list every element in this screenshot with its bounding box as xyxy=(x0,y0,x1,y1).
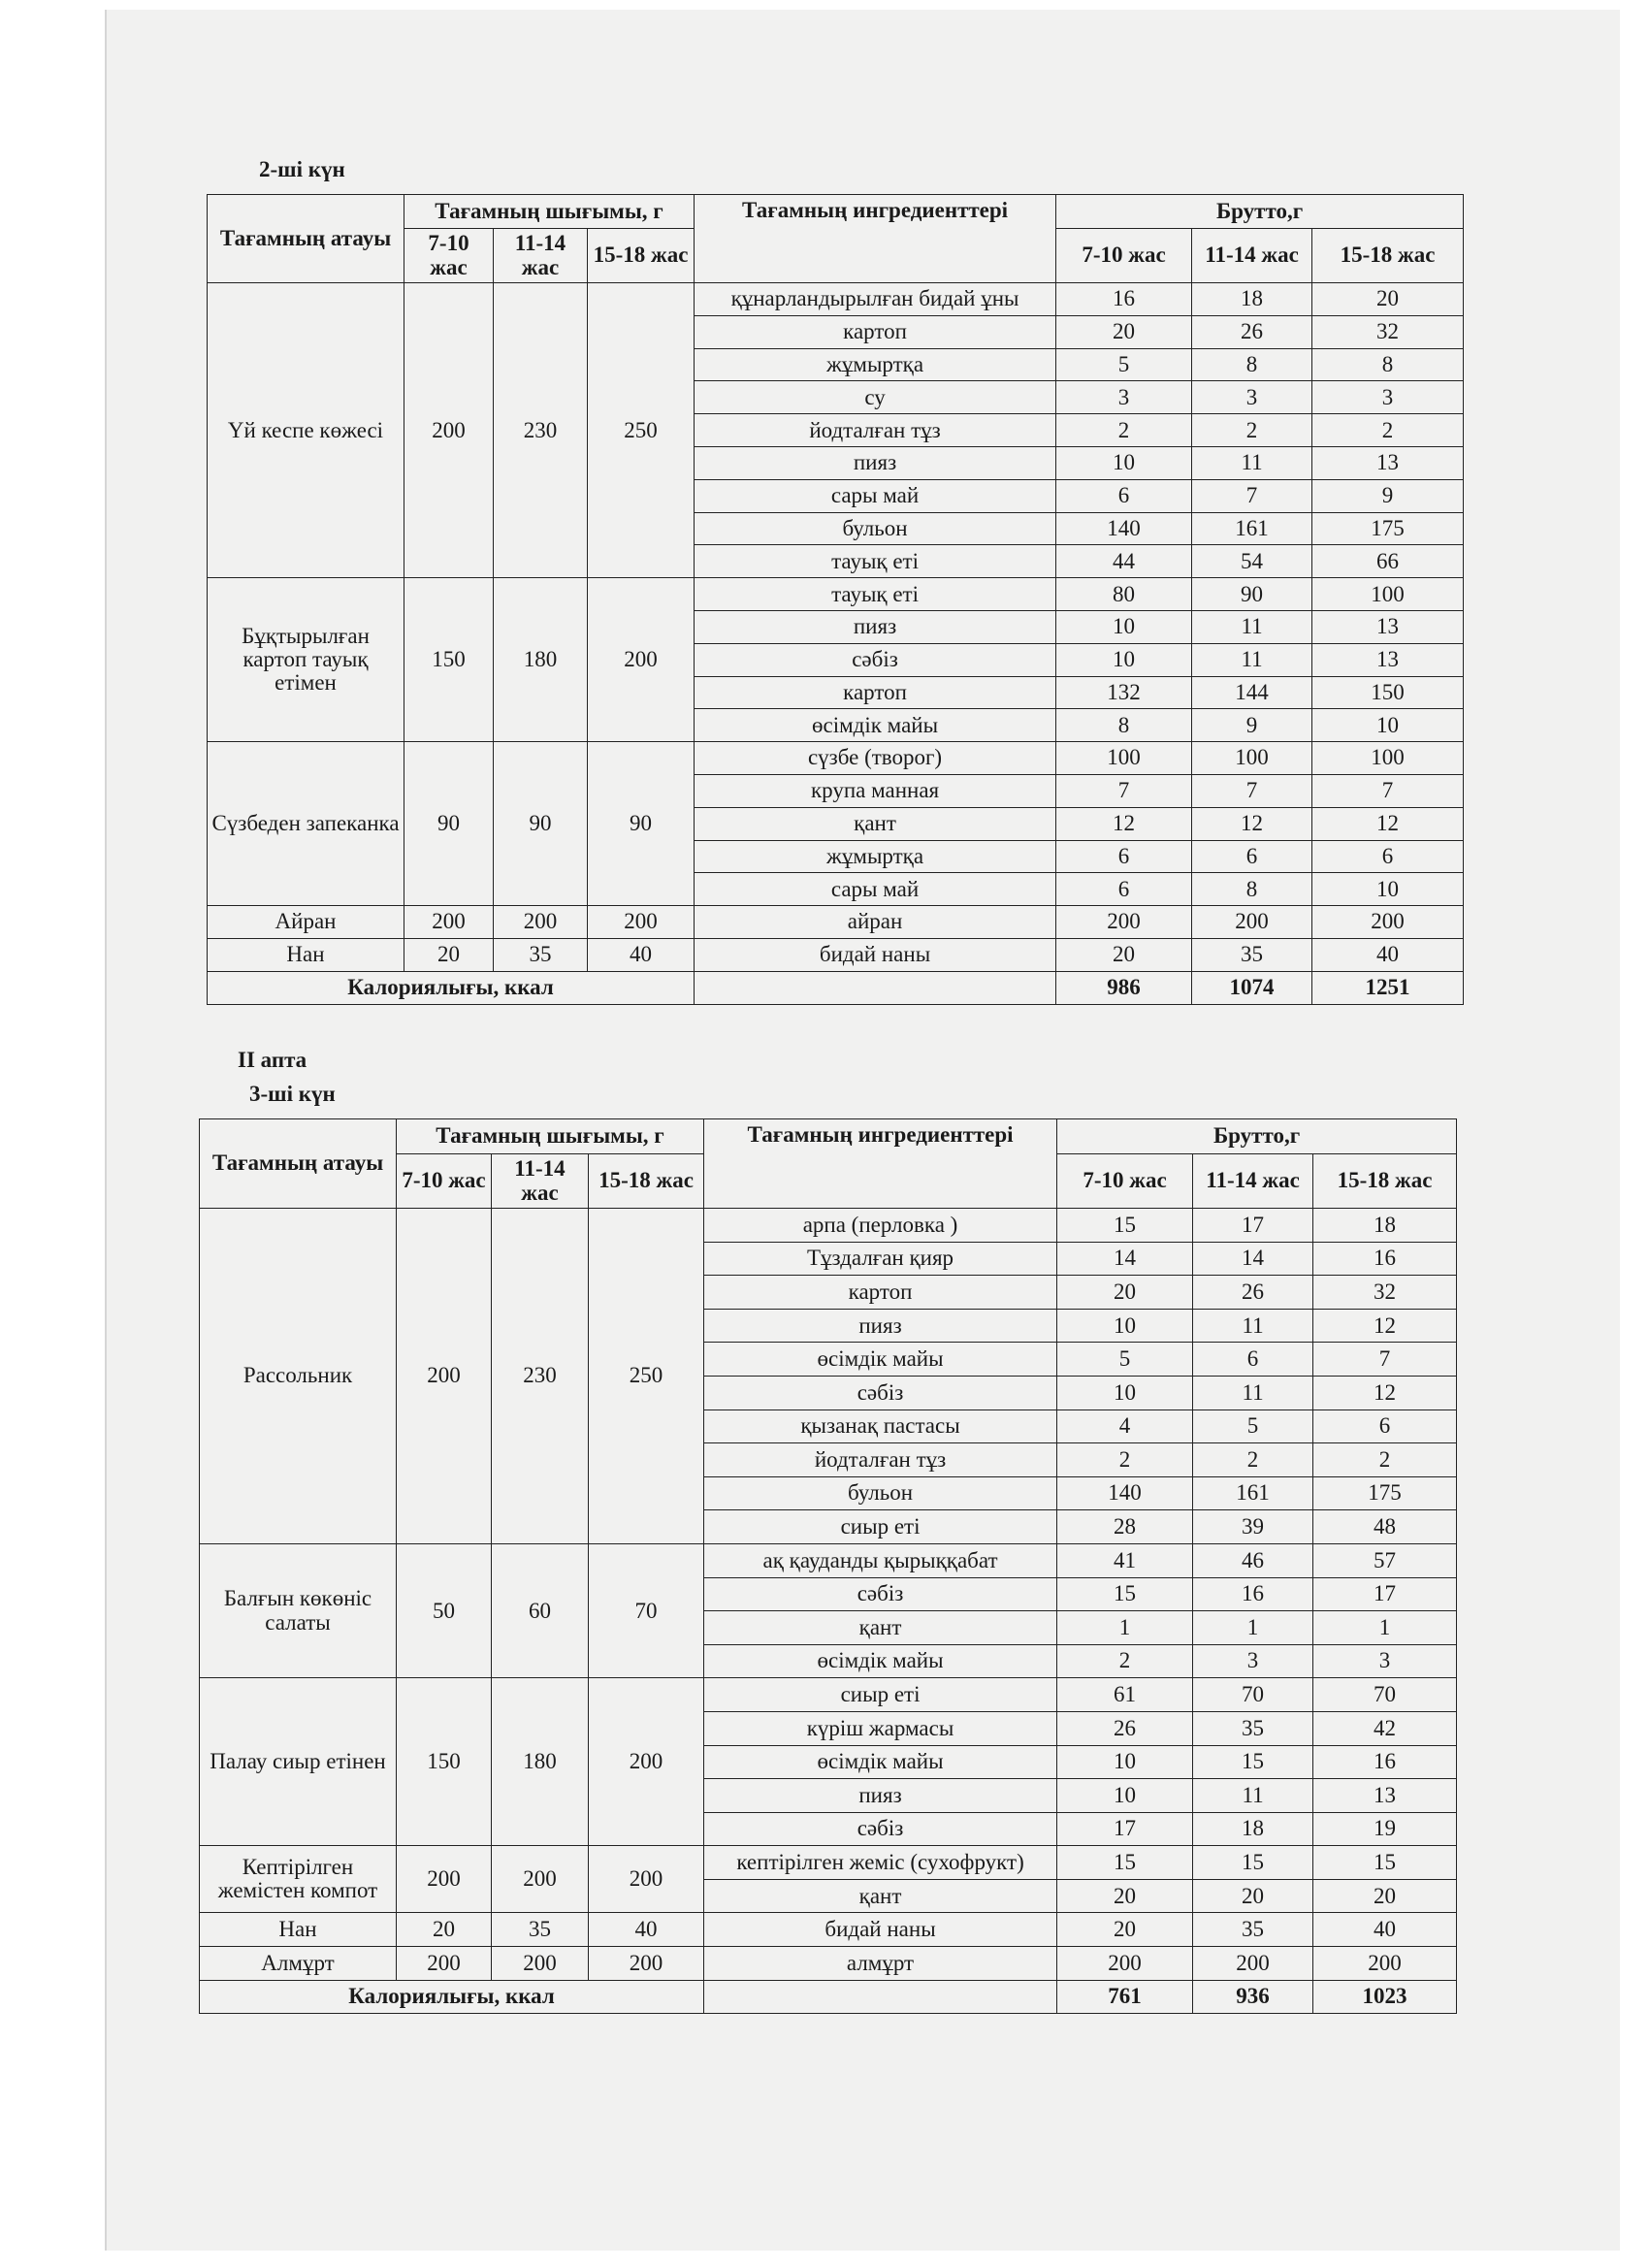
brutto-age-3: 200 xyxy=(1313,1947,1457,1981)
ingredient-name: бидай наны xyxy=(704,1913,1057,1947)
brutto-age-3: 16 xyxy=(1313,1745,1457,1779)
ingredient-name: картоп xyxy=(695,315,1056,348)
brutto-age-1: 41 xyxy=(1057,1543,1193,1577)
dish-name: Сүзбеден запеканка xyxy=(208,742,404,906)
brutto-age-2: 8 xyxy=(1192,873,1312,906)
header-yield: Тағамның шығымы, г xyxy=(404,195,695,229)
brutto-age-1: 15 xyxy=(1057,1846,1193,1880)
header-yield: Тағамның шығымы, г xyxy=(397,1119,704,1154)
header-yield-age-1: 7-10 жас xyxy=(404,229,494,283)
brutto-age-2: 11 xyxy=(1192,446,1312,479)
header-brutto: Брутто,г xyxy=(1057,1119,1457,1154)
brutto-age-1: 10 xyxy=(1056,446,1192,479)
brutto-age-1: 20 xyxy=(1056,938,1192,971)
brutto-age-2: 54 xyxy=(1192,545,1312,578)
brutto-age-2: 18 xyxy=(1192,283,1312,316)
brutto-age-2: 161 xyxy=(1193,1476,1313,1510)
ingredient-name: йодталған тұз xyxy=(704,1443,1057,1477)
brutto-age-3: 20 xyxy=(1312,283,1464,316)
brutto-age-1: 61 xyxy=(1057,1678,1193,1712)
brutto-age-3: 40 xyxy=(1312,938,1464,971)
brutto-age-1: 10 xyxy=(1057,1309,1193,1343)
dish-yield-age-3: 200 xyxy=(588,906,695,939)
calories-age-1: 986 xyxy=(1056,971,1192,1004)
brutto-age-2: 35 xyxy=(1193,1913,1313,1947)
brutto-age-2: 26 xyxy=(1192,315,1312,348)
dish-name: Нан xyxy=(200,1913,397,1947)
dish-yield-age-1: 150 xyxy=(397,1678,492,1846)
ingredient-name: сиыр еті xyxy=(704,1678,1057,1712)
ingredient-row xyxy=(200,1543,1457,1577)
ingredient-name: сиыр еті xyxy=(704,1510,1057,1544)
ingredient-name: ақ қауданды қырыққабат xyxy=(704,1543,1057,1577)
brutto-age-1: 20 xyxy=(1057,1276,1193,1310)
brutto-age-2: 7 xyxy=(1192,774,1312,807)
ingredient-name: өсімдік майы xyxy=(695,709,1056,742)
ingredient-name: пияз xyxy=(704,1779,1057,1813)
dish-yield-age-2: 230 xyxy=(492,1209,589,1544)
header-brutto-age-3: 15-18 жас xyxy=(1312,229,1464,283)
brutto-age-3: 7 xyxy=(1313,1343,1457,1377)
dish-yield-age-1: 50 xyxy=(397,1543,492,1677)
dish-yield-age-1: 90 xyxy=(404,742,494,906)
ingredient-row xyxy=(200,1947,1457,1981)
brutto-age-1: 200 xyxy=(1057,1947,1193,1981)
brutto-age-2: 11 xyxy=(1192,610,1312,643)
brutto-age-1: 28 xyxy=(1057,1510,1193,1544)
dish-yield-age-3: 200 xyxy=(589,1947,704,1981)
brutto-age-3: 13 xyxy=(1312,610,1464,643)
brutto-age-3: 100 xyxy=(1312,742,1464,775)
ingredient-row xyxy=(208,578,1464,611)
header-brutto-age-2: 11-14 жас xyxy=(1192,229,1312,283)
ingredient-name: сары май xyxy=(695,873,1056,906)
brutto-age-1: 10 xyxy=(1057,1779,1193,1813)
dish-yield-age-1: 20 xyxy=(397,1913,492,1947)
brutto-age-3: 12 xyxy=(1313,1376,1457,1409)
ingredient-name: қызанақ пастасы xyxy=(704,1409,1057,1443)
brutto-age-1: 20 xyxy=(1057,1879,1193,1913)
brutto-age-1: 10 xyxy=(1057,1745,1193,1779)
dish-yield-age-1: 200 xyxy=(397,1209,492,1544)
brutto-age-2: 200 xyxy=(1193,1947,1313,1981)
brutto-age-1: 80 xyxy=(1056,578,1192,611)
ingredient-name: айран xyxy=(695,906,1056,939)
header-brutto-age-1: 7-10 жас xyxy=(1057,1154,1193,1209)
dish-yield-age-3: 90 xyxy=(588,742,695,906)
brutto-age-3: 175 xyxy=(1313,1476,1457,1510)
dish-yield-age-2: 60 xyxy=(492,1543,589,1677)
brutto-age-2: 8 xyxy=(1192,348,1312,381)
week-label: II апта xyxy=(238,1048,307,1072)
brutto-age-1: 10 xyxy=(1057,1376,1193,1409)
brutto-age-2: 35 xyxy=(1193,1711,1313,1745)
brutto-age-2: 16 xyxy=(1193,1577,1313,1611)
brutto-age-1: 5 xyxy=(1056,348,1192,381)
brutto-age-2: 70 xyxy=(1193,1678,1313,1712)
brutto-age-2: 2 xyxy=(1193,1443,1313,1477)
ingredient-name: күріш жармасы xyxy=(704,1711,1057,1745)
dish-yield-age-2: 180 xyxy=(494,578,588,742)
brutto-age-2: 6 xyxy=(1193,1343,1313,1377)
dish-yield-age-1: 200 xyxy=(404,283,494,578)
header-yield-age-3: 15-18 жас xyxy=(588,229,695,283)
ingredient-name: бульон xyxy=(704,1476,1057,1510)
brutto-age-3: 7 xyxy=(1312,774,1464,807)
dish-yield-age-2: 200 xyxy=(492,1846,589,1913)
brutto-age-3: 40 xyxy=(1313,1913,1457,1947)
brutto-age-1: 140 xyxy=(1056,512,1192,545)
brutto-age-1: 2 xyxy=(1056,414,1192,447)
calories-age-2: 936 xyxy=(1193,1980,1313,2014)
brutto-age-1: 14 xyxy=(1057,1242,1193,1276)
brutto-age-2: 3 xyxy=(1193,1644,1313,1678)
header-dish-name: Тағамның атауы xyxy=(208,195,404,283)
ingredient-name: бидай наны xyxy=(695,938,1056,971)
brutto-age-2: 15 xyxy=(1193,1846,1313,1880)
brutto-age-1: 17 xyxy=(1057,1812,1193,1846)
ingredient-name: крупа манная xyxy=(695,774,1056,807)
dish-yield-age-3: 70 xyxy=(589,1543,704,1677)
brutto-age-2: 17 xyxy=(1193,1209,1313,1243)
calories-row xyxy=(208,971,1464,1004)
ingredient-name: тауық еті xyxy=(695,578,1056,611)
table-body-day-3 xyxy=(200,1209,1457,2014)
brutto-age-3: 10 xyxy=(1312,709,1464,742)
ingredient-name: жұмыртқа xyxy=(695,840,1056,873)
brutto-age-3: 13 xyxy=(1312,643,1464,676)
brutto-age-3: 18 xyxy=(1313,1209,1457,1243)
brutto-age-3: 10 xyxy=(1312,873,1464,906)
brutto-age-1: 8 xyxy=(1056,709,1192,742)
ingredient-name: картоп xyxy=(704,1276,1057,1310)
dish-yield-age-1: 200 xyxy=(397,1846,492,1913)
dish-yield-age-3: 250 xyxy=(589,1209,704,1544)
ingredient-row xyxy=(200,1846,1457,1880)
brutto-age-1: 6 xyxy=(1056,479,1192,512)
dish-yield-age-2: 200 xyxy=(492,1947,589,1981)
header-ingredients: Тағамның ингредиенттері xyxy=(704,1119,1057,1209)
brutto-age-3: 12 xyxy=(1312,807,1464,840)
ingredient-name: пияз xyxy=(695,610,1056,643)
ingredient-row xyxy=(200,1913,1457,1947)
brutto-age-2: 144 xyxy=(1192,676,1312,709)
brutto-age-3: 6 xyxy=(1312,840,1464,873)
brutto-age-3: 100 xyxy=(1312,578,1464,611)
brutto-age-3: 175 xyxy=(1312,512,1464,545)
ingredient-name: қант xyxy=(695,807,1056,840)
brutto-age-1: 140 xyxy=(1057,1476,1193,1510)
ingredient-name: арпа (перловка ) xyxy=(704,1209,1057,1243)
brutto-age-1: 15 xyxy=(1057,1209,1193,1243)
brutto-age-2: 2 xyxy=(1192,414,1312,447)
brutto-age-2: 11 xyxy=(1192,643,1312,676)
brutto-age-1: 2 xyxy=(1057,1644,1193,1678)
brutto-age-2: 11 xyxy=(1193,1376,1313,1409)
brutto-age-2: 18 xyxy=(1193,1812,1313,1846)
brutto-age-1: 6 xyxy=(1056,873,1192,906)
brutto-age-1: 5 xyxy=(1057,1343,1193,1377)
ingredient-name: пияз xyxy=(695,446,1056,479)
brutto-age-1: 4 xyxy=(1057,1409,1193,1443)
ingredient-name: өсімдік майы xyxy=(704,1644,1057,1678)
calories-row xyxy=(200,1980,1457,2014)
header-brutto: Брутто,г xyxy=(1056,195,1464,229)
brutto-age-2: 7 xyxy=(1192,479,1312,512)
dish-yield-age-3: 40 xyxy=(589,1913,704,1947)
brutto-age-3: 32 xyxy=(1312,315,1464,348)
brutto-age-3: 17 xyxy=(1313,1577,1457,1611)
dish-yield-age-3: 40 xyxy=(588,938,695,971)
brutto-age-2: 46 xyxy=(1193,1543,1313,1577)
brutto-age-1: 44 xyxy=(1056,545,1192,578)
ingredient-name: алмұрт xyxy=(704,1947,1057,1981)
ingredient-row xyxy=(200,1209,1457,1243)
brutto-age-2: 39 xyxy=(1193,1510,1313,1544)
dish-yield-age-2: 35 xyxy=(492,1913,589,1947)
ingredient-row xyxy=(200,1678,1457,1712)
brutto-age-3: 12 xyxy=(1313,1309,1457,1343)
brutto-age-3: 66 xyxy=(1312,545,1464,578)
brutto-age-3: 20 xyxy=(1313,1879,1457,1913)
brutto-age-2: 35 xyxy=(1192,938,1312,971)
brutto-age-1: 100 xyxy=(1056,742,1192,775)
brutto-age-2: 11 xyxy=(1193,1309,1313,1343)
dish-name: Айран xyxy=(208,906,404,939)
brutto-age-3: 48 xyxy=(1313,1510,1457,1544)
day-label-2: 2-ші күн xyxy=(259,157,345,181)
menu-table-day-2 xyxy=(207,194,1464,1005)
dish-yield-age-1: 20 xyxy=(404,938,494,971)
header-dish-name: Тағамның атауы xyxy=(200,1119,397,1209)
ingredient-name: құнарландырылған бидай ұны xyxy=(695,283,1056,316)
dish-yield-age-2: 180 xyxy=(492,1678,589,1846)
brutto-age-3: 8 xyxy=(1312,348,1464,381)
brutto-age-3: 13 xyxy=(1313,1779,1457,1813)
ingredient-name: жұмыртқа xyxy=(695,348,1056,381)
ingredient-row xyxy=(208,938,1464,971)
brutto-age-2: 161 xyxy=(1192,512,1312,545)
table-body-day-2 xyxy=(208,283,1464,1005)
brutto-age-2: 12 xyxy=(1192,807,1312,840)
dish-yield-age-2: 35 xyxy=(494,938,588,971)
ingredient-row xyxy=(208,742,1464,775)
brutto-age-1: 12 xyxy=(1056,807,1192,840)
brutto-age-1: 26 xyxy=(1057,1711,1193,1745)
brutto-age-3: 9 xyxy=(1312,479,1464,512)
ingredient-name: бульон xyxy=(695,512,1056,545)
brutto-age-3: 2 xyxy=(1313,1443,1457,1477)
ingredient-name: сәбіз xyxy=(704,1577,1057,1611)
brutto-age-1: 10 xyxy=(1056,610,1192,643)
dish-name: Үй кеспе көжесі xyxy=(208,283,404,578)
brutto-age-3: 57 xyxy=(1313,1543,1457,1577)
dish-name: Бұқтырылған картоп тауық етімен xyxy=(208,578,404,742)
calories-age-3: 1251 xyxy=(1312,971,1464,1004)
header-ingredients: Тағамның ингредиенттері xyxy=(695,195,1056,283)
brutto-age-3: 19 xyxy=(1313,1812,1457,1846)
brutto-age-2: 200 xyxy=(1192,906,1312,939)
brutto-age-2: 20 xyxy=(1193,1879,1313,1913)
brutto-age-3: 16 xyxy=(1313,1242,1457,1276)
ingredient-name: сәбіз xyxy=(695,643,1056,676)
menu-table-day-3 xyxy=(199,1118,1457,2014)
brutto-age-1: 20 xyxy=(1056,315,1192,348)
calories-blank xyxy=(704,1980,1057,2014)
calories-label: Калориялығы, ккал xyxy=(208,971,695,1004)
dish-yield-age-1: 200 xyxy=(397,1947,492,1981)
ingredient-name: йодталған тұз xyxy=(695,414,1056,447)
brutto-age-3: 3 xyxy=(1312,381,1464,414)
ingredient-name: Тұздалған қияр xyxy=(704,1242,1057,1276)
ingredient-row xyxy=(208,906,1464,939)
dish-yield-age-3: 200 xyxy=(588,578,695,742)
header-yield-age-1: 7-10 жас xyxy=(397,1154,492,1209)
dish-name: Нан xyxy=(208,938,404,971)
dish-name: Балғын көкөніс салаты xyxy=(200,1543,397,1677)
ingredient-name: сары май xyxy=(695,479,1056,512)
brutto-age-3: 200 xyxy=(1312,906,1464,939)
brutto-age-1: 2 xyxy=(1057,1443,1193,1477)
dish-name: Алмұрт xyxy=(200,1947,397,1981)
brutto-age-3: 150 xyxy=(1312,676,1464,709)
dish-yield-age-3: 250 xyxy=(588,283,695,578)
brutto-age-1: 7 xyxy=(1056,774,1192,807)
brutto-age-1: 132 xyxy=(1056,676,1192,709)
dish-yield-age-3: 200 xyxy=(589,1678,704,1846)
brutto-age-3: 13 xyxy=(1312,446,1464,479)
ingredient-name: сүзбе (творог) xyxy=(695,742,1056,775)
ingredient-name: тауық еті xyxy=(695,545,1056,578)
header-brutto-age-2: 11-14 жас xyxy=(1193,1154,1313,1209)
ingredient-name: қант xyxy=(704,1611,1057,1645)
brutto-age-1: 20 xyxy=(1057,1913,1193,1947)
brutto-age-2: 1 xyxy=(1193,1611,1313,1645)
brutto-age-2: 9 xyxy=(1192,709,1312,742)
brutto-age-1: 10 xyxy=(1056,643,1192,676)
brutto-age-3: 3 xyxy=(1313,1644,1457,1678)
header-yield-age-3: 15-18 жас xyxy=(589,1154,704,1209)
brutto-age-3: 6 xyxy=(1313,1409,1457,1443)
brutto-age-1: 200 xyxy=(1056,906,1192,939)
brutto-age-3: 2 xyxy=(1312,414,1464,447)
dish-yield-age-3: 200 xyxy=(589,1846,704,1913)
header-yield-age-2: 11-14 жас xyxy=(494,229,588,283)
ingredient-row xyxy=(208,283,1464,316)
ingredient-name: пияз xyxy=(704,1309,1057,1343)
brutto-age-2: 26 xyxy=(1193,1276,1313,1310)
brutto-age-1: 1 xyxy=(1057,1611,1193,1645)
brutto-age-2: 3 xyxy=(1192,381,1312,414)
ingredient-name: қант xyxy=(704,1879,1057,1913)
brutto-age-2: 90 xyxy=(1192,578,1312,611)
dish-yield-age-1: 150 xyxy=(404,578,494,742)
dish-yield-age-1: 200 xyxy=(404,906,494,939)
brutto-age-1: 16 xyxy=(1056,283,1192,316)
dish-name: Палау сиыр етінен xyxy=(200,1678,397,1846)
dish-yield-age-2: 90 xyxy=(494,742,588,906)
ingredient-name: өсімдік майы xyxy=(704,1745,1057,1779)
ingredient-name: картоп xyxy=(695,676,1056,709)
ingredient-name: сәбіз xyxy=(704,1376,1057,1409)
brutto-age-1: 15 xyxy=(1057,1577,1193,1611)
header-brutto-age-3: 15-18 жас xyxy=(1313,1154,1457,1209)
dish-yield-age-2: 200 xyxy=(494,906,588,939)
ingredient-name: сәбіз xyxy=(704,1812,1057,1846)
header-brutto-age-1: 7-10 жас xyxy=(1056,229,1192,283)
brutto-age-2: 6 xyxy=(1192,840,1312,873)
brutto-age-2: 100 xyxy=(1192,742,1312,775)
brutto-age-2: 5 xyxy=(1193,1409,1313,1443)
calories-age-1: 761 xyxy=(1057,1980,1193,2014)
dish-name: Рассольник xyxy=(200,1209,397,1544)
brutto-age-2: 14 xyxy=(1193,1242,1313,1276)
brutto-age-1: 3 xyxy=(1056,381,1192,414)
brutto-age-3: 70 xyxy=(1313,1678,1457,1712)
brutto-age-3: 42 xyxy=(1313,1711,1457,1745)
dish-yield-age-2: 230 xyxy=(494,283,588,578)
brutto-age-2: 11 xyxy=(1193,1779,1313,1813)
brutto-age-3: 32 xyxy=(1313,1276,1457,1310)
calories-age-2: 1074 xyxy=(1192,971,1312,1004)
brutto-age-3: 1 xyxy=(1313,1611,1457,1645)
ingredient-name: кептірілген жеміс (сухофрукт) xyxy=(704,1846,1057,1880)
brutto-age-3: 15 xyxy=(1313,1846,1457,1880)
brutto-age-2: 15 xyxy=(1193,1745,1313,1779)
ingredient-name: су xyxy=(695,381,1056,414)
calories-blank xyxy=(695,971,1056,1004)
dish-name: Кептірілген жемістен компот xyxy=(200,1846,397,1913)
calories-label: Калориялығы, ккал xyxy=(200,1980,704,2014)
ingredient-name: өсімдік майы xyxy=(704,1343,1057,1377)
header-yield-age-2: 11-14 жас xyxy=(492,1154,589,1209)
calories-age-3: 1023 xyxy=(1313,1980,1457,2014)
brutto-age-1: 6 xyxy=(1056,840,1192,873)
day-label-3: 3-ші күн xyxy=(249,1082,336,1106)
